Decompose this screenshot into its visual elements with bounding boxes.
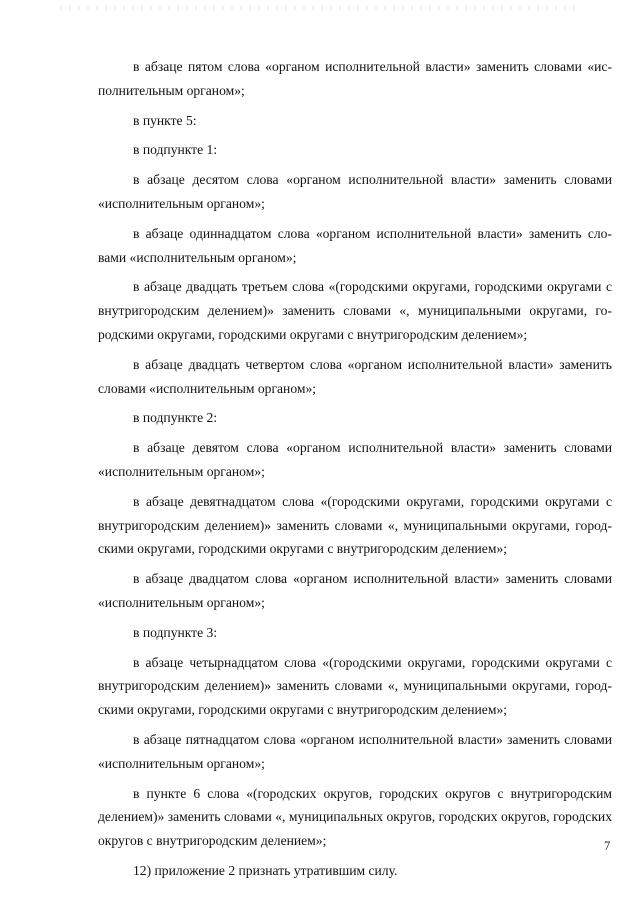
page-number: 7 (604, 839, 611, 853)
paragraph: в абзаце четырнадцатом слова «(городскими округами, городскими округами с внутригородским делением)» заменить словами «, муниципальными округами, городскими округами, городскими округами с внутригородским делением»; (98, 654, 612, 718)
paragraph: в пункте 5: (133, 112, 197, 128)
paragraph: в абзаце двадцать третьем слова «(городскими округами, городскими округами с внутригородским делением)» заменить словами «, муниципальными округами, городскими округами, городскими округами с внутригородским делением»; (98, 279, 612, 342)
paragraph: в пункте 6 слова «(городских округов, городских округов с внутригородским делением)» заменить словами «, муниципальных округов, городских округов, городских округов с внутригородским делением»; (98, 785, 612, 849)
paragraph: в абзаце пятнадцатом слова «органом исполнительной власти» заменить словами «исполнительным органом»; (98, 731, 612, 771)
paragraph: в абзаце двадцать четвертом слова «органом исполнительной власти» заменить словами «исполнительным органом»; (98, 356, 612, 396)
paragraph: в подпункте 2: (133, 410, 218, 426)
paragraph: в подпункте 1: (133, 142, 218, 158)
document-body (98, 55, 612, 889)
paragraph: в абзаце пятом слова «органом исполнительной власти» заменить словами «исполнительным органом»; (98, 59, 612, 98)
paragraph: в абзаце девятом слова «органом исполнительной власти» заменить словами «исполнительным органом»; (98, 440, 612, 479)
paragraph: в абзаце десятом слова «органом исполнительной власти» заменить словами «исполнительным органом»; (98, 172, 612, 211)
paragraph: в абзаце одиннадцатом слова «органом исполнительной власти» заменить словами «исполнительным органом»; (98, 225, 612, 265)
paragraph: в абзаце двадцатом слова «органом исполнительной власти» заменить словами «исполнительным органом»; (98, 571, 612, 610)
scan-noise-strip (60, 6, 580, 10)
paragraph: в подпункте 3: (133, 624, 218, 640)
paragraph: 12) приложение 2 признать утратившим силу. (133, 862, 398, 878)
paragraph: в абзаце девятнадцатом слова «(городскими округами, городскими округами с внутригородским делением)» заменить словами «, муниципальными округами, городскими округами, городскими округами с внутригородским делением»; (98, 493, 612, 557)
